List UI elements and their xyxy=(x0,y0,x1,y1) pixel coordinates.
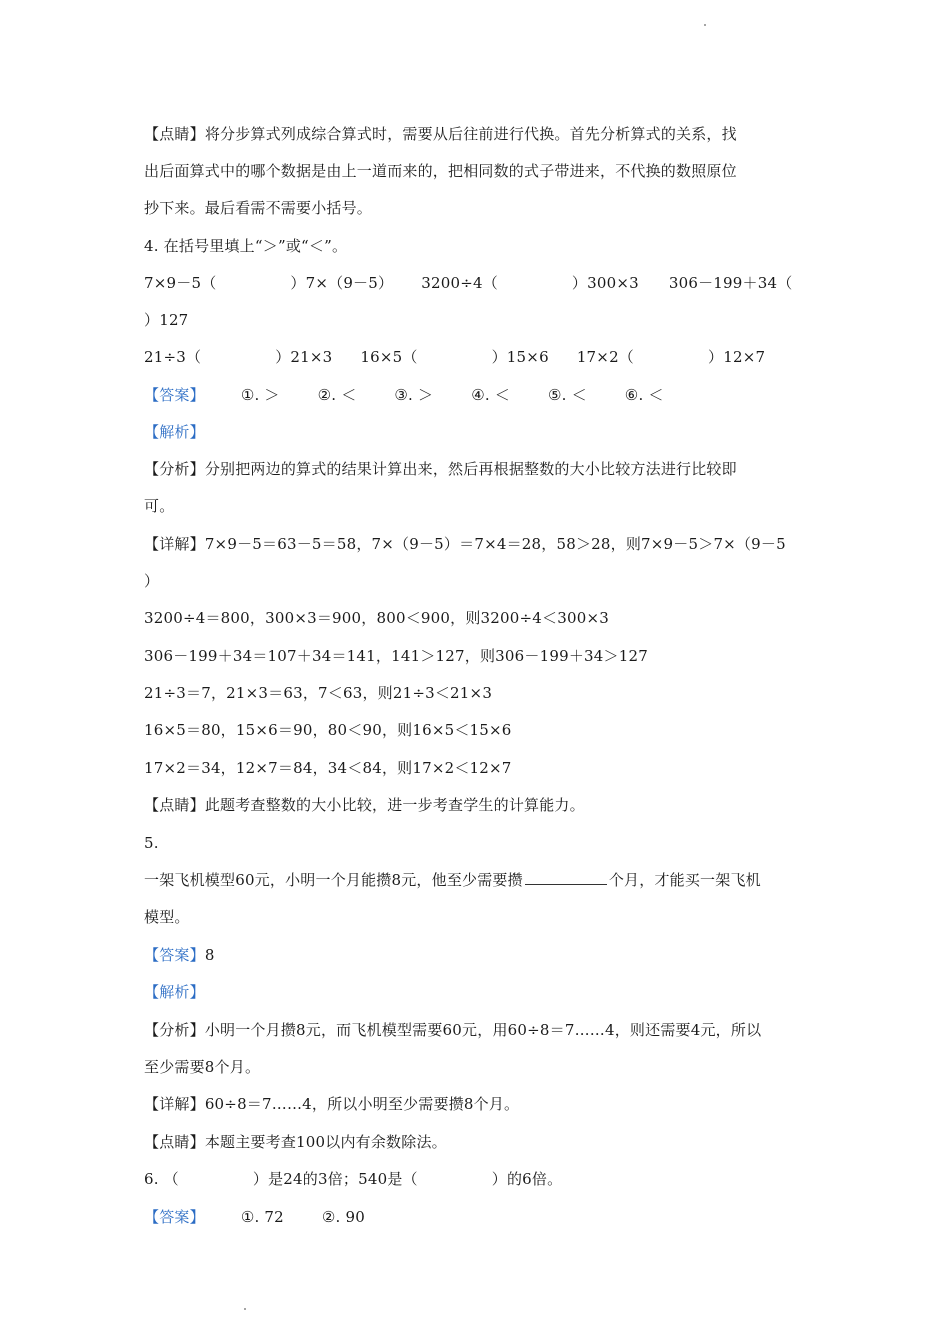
dianjing-tag: 【点睛】 xyxy=(144,125,205,143)
fenxi-text: 分别把两边的算式的结果计算出来，然后再根据整数的大小比较方法进行比较即 xyxy=(204,460,737,478)
q4-answer-1: ①. ＞ xyxy=(240,386,280,404)
footer-mark xyxy=(244,1308,246,1310)
q5-number: 5. xyxy=(144,834,159,852)
q4-answer-line xyxy=(144,385,664,405)
q4-expr-4-right: ）21×3 xyxy=(275,348,333,366)
q4-jiexi-tag: 【解析】 xyxy=(144,423,205,441)
dianjing-line-2: 出后面算式中的哪个数据是由上一道而来的，把相同数的式子带进来，不代换的数照原位 xyxy=(144,162,737,180)
q4-row-1 xyxy=(144,273,792,293)
q4-answer-4: ④. ＜ xyxy=(471,386,510,404)
q5-text-a: 一架飞机模型60元，小明一个月能攒8元，他至少需要攒 xyxy=(144,871,523,889)
q4-expr-3-right: ）127 xyxy=(144,311,189,329)
fenxi-tag: 【分析】 xyxy=(144,1021,205,1039)
xiangjie-tag: 【详解】 xyxy=(144,1095,205,1113)
q4-expr-3-left: 306－199＋34（ xyxy=(668,274,793,292)
q4-expr-2-left: 3200÷4（ xyxy=(421,274,498,292)
q4-fenxi-line-2: 可。 xyxy=(144,497,175,515)
q4-expr-6-right: ）12×7 xyxy=(708,348,766,366)
q4-xiangjie-line-4: 21÷3＝7，21×3＝63，7＜63，则21÷3＜21×3 xyxy=(144,684,493,702)
q5-dianjing-line xyxy=(144,1132,447,1152)
q4-answer-3: ③. ＞ xyxy=(394,386,434,404)
q5-xiangjie-line xyxy=(144,1094,519,1114)
q4-xiangjie-line-6: 17×2＝34，12×7＝84，34＜84，则17×2＜12×7 xyxy=(144,759,512,777)
q6-text-b: ）是24的3倍；540是（ xyxy=(252,1170,418,1188)
dianjing-tag: 【点睛】 xyxy=(144,796,205,814)
q5-fenxi-line-1 xyxy=(144,1020,761,1040)
dianjing-text: 本题主要考查100以内有余数除法。 xyxy=(204,1133,447,1151)
q4-answer-5: ⑤. ＜ xyxy=(548,386,587,404)
q5-line-2: 模型。 xyxy=(144,908,190,926)
q6-text-c: ）的6倍。 xyxy=(491,1170,563,1188)
q4-expr-5-right: ）15×6 xyxy=(491,348,549,366)
q4-expr-4-left: 21÷3（ xyxy=(144,348,202,366)
q4-xiangjie-line-5: 16×5＝80，15×6＝90，80＜90，则16×5＜15×6 xyxy=(144,721,512,739)
q4-fenxi-line-1 xyxy=(144,459,737,479)
q5-answer: 8 xyxy=(204,946,215,964)
q4-xiangjie-line-3: 306－199＋34＝107＋34＝141，141＞127，则306－199＋34＞127 xyxy=(144,647,648,665)
q4-expr-1-right: ）7×（9－5） xyxy=(290,274,394,292)
dianjing-line-1 xyxy=(144,124,737,144)
q4-answer-2: ②. ＜ xyxy=(317,386,357,404)
fenxi-tag: 【分析】 xyxy=(144,460,205,478)
q4-dianjing-line xyxy=(144,795,585,815)
q6-line-1 xyxy=(144,1169,562,1189)
corner-mark xyxy=(704,24,706,26)
q4-expr-2-right: ）300×3 xyxy=(571,274,639,292)
q5-blank[interactable] xyxy=(525,870,607,885)
answer-tag: 【答案】 xyxy=(144,946,205,964)
q6-answer-2: ②. 90 xyxy=(321,1208,365,1226)
q4-xiangjie-line-1 xyxy=(144,534,786,554)
xiangjie-text: 7×9－5＝63－5＝58，7×（9－5）＝7×4＝28，58＞28，则7×9－5＞7×（9－5 xyxy=(204,535,786,553)
q4-xiangjie-line-2: 3200÷4＝800，300×3＝900，800＜900，则3200÷4＜300×3 xyxy=(144,609,609,627)
q4-title: 4. 在括号里填上“＞”或“＜”。 xyxy=(144,237,348,255)
q4-expr-1-left: 7×9－5（ xyxy=(144,274,217,292)
dianjing-tag: 【点睛】 xyxy=(144,1133,205,1151)
q5-line-1 xyxy=(144,870,761,890)
q4-row-1-wrap xyxy=(144,310,188,330)
q6-answer-line xyxy=(144,1207,365,1227)
q4-answer-6: ⑥. ＜ xyxy=(624,386,664,404)
q5-answer-line xyxy=(144,945,215,965)
q4-expr-5-left: 16×5（ xyxy=(360,348,418,366)
q4-row-2 xyxy=(144,347,765,367)
q4-xiangjie-line-1b: ） xyxy=(144,572,160,590)
q4-expr-6-left: 17×2（ xyxy=(576,348,635,366)
answer-tag: 【答案】 xyxy=(144,386,205,404)
xiangjie-text: 60÷8＝7……4，所以小明至少需要攒8个月。 xyxy=(204,1095,520,1113)
q5-text-b: 个月，才能买一架飞机 xyxy=(608,871,761,889)
fenxi-text: 小明一个月攒8元，而飞机模型需要60元，用60÷8＝7……4，则还需要4元，所以 xyxy=(204,1021,762,1039)
xiangjie-tag: 【详解】 xyxy=(144,535,205,553)
q6-answer-1: ①. 72 xyxy=(240,1208,284,1226)
dianjing-line-3: 抄下来。最后看需不需要小括号。 xyxy=(144,199,373,217)
answer-tag: 【答案】 xyxy=(144,1208,205,1226)
q5-fenxi-line-2: 至少需要8个月。 xyxy=(144,1058,261,1076)
q6-text-a: 6. （ xyxy=(144,1170,179,1188)
dianjing-text: 此题考查整数的大小比较，进一步考查学生的计算能力。 xyxy=(204,796,585,814)
dianjing-text: 将分步算式列成综合算式时，需要从后往前进行代换。首先分析算式的关系，找 xyxy=(204,125,737,143)
q5-jiexi-tag: 【解析】 xyxy=(144,983,205,1001)
